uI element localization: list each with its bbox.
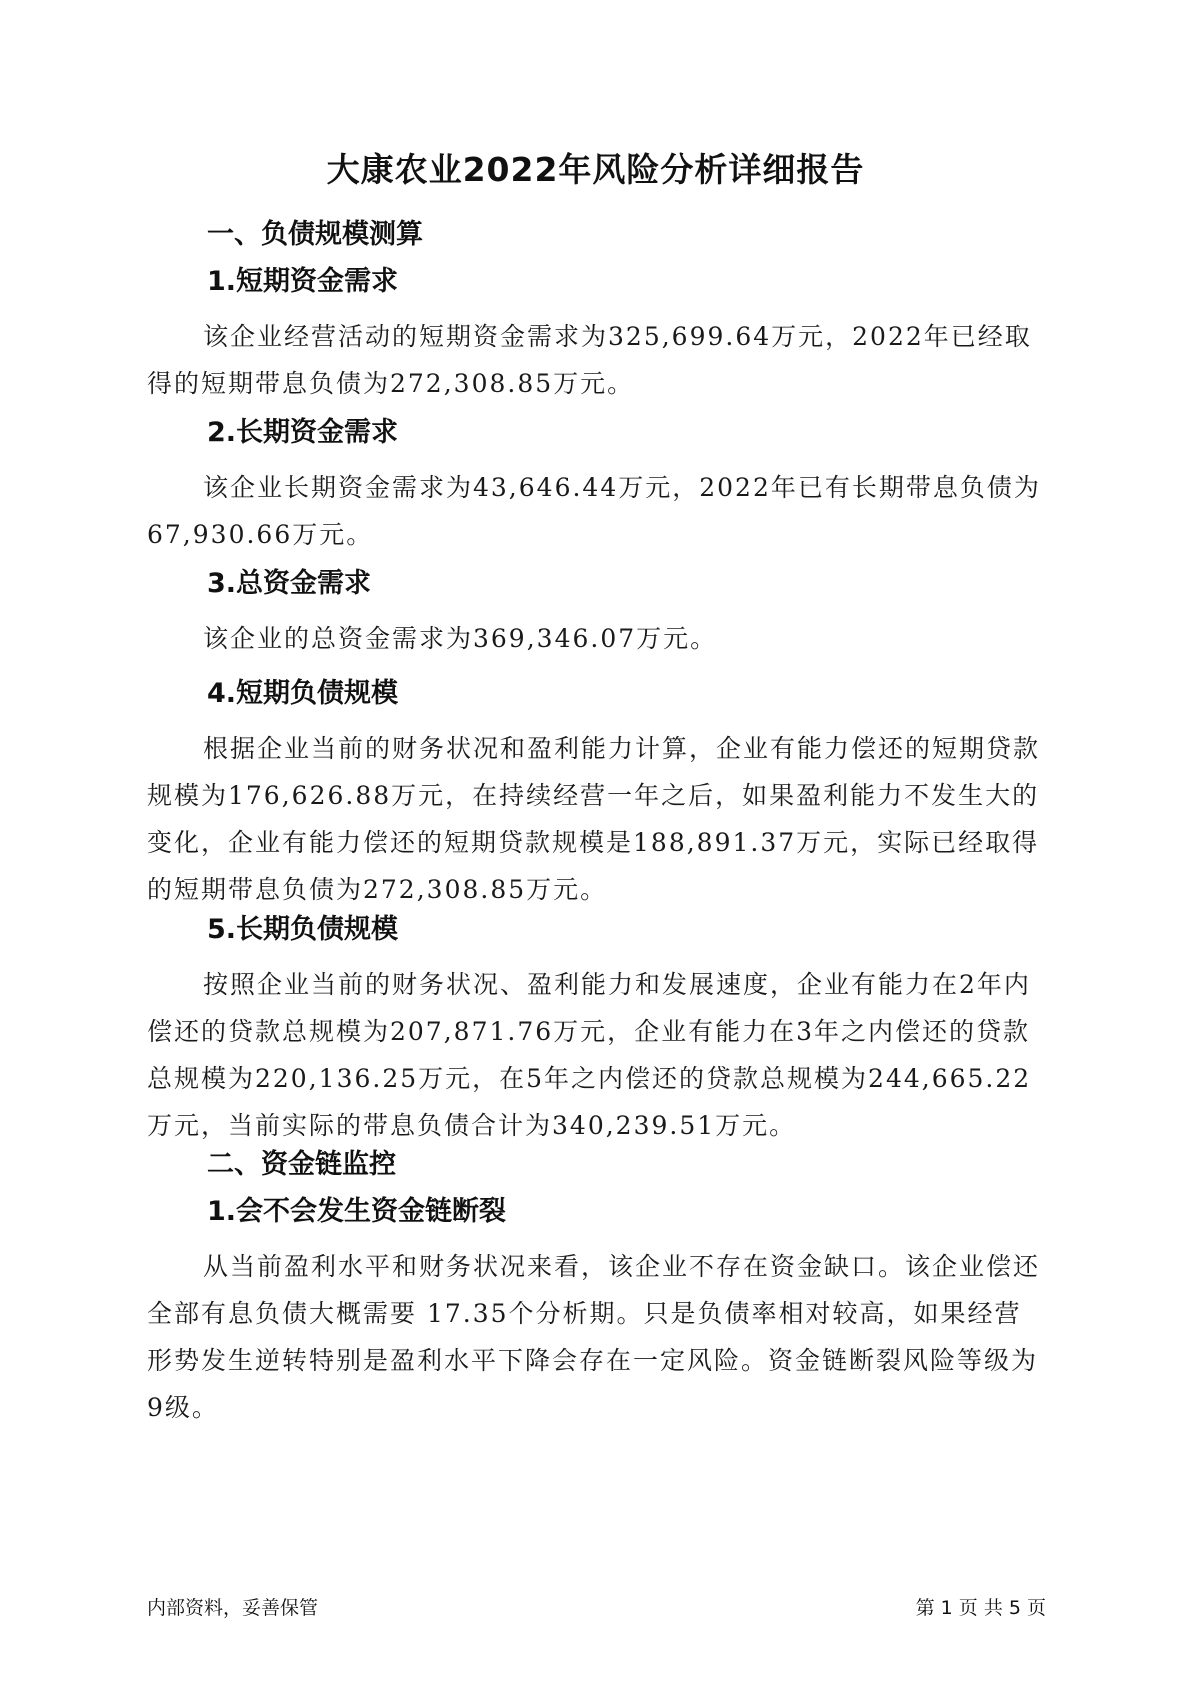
section-heading-capital-chain: 二、资金链监控 bbox=[207, 1149, 396, 1180]
paragraph-total-funding: 该企业的总资金需求为369,346.07万元。 bbox=[203, 624, 718, 653]
paragraph-short-term-debt: 根据企业当前的财务状况和盈利能力计算，企业有能力偿还的短期贷款规模为176,626.88万元，在持续经营一年之后，如果盈利能力不发生大的变化，企业有能力偿还的短期贷款规模是188,891.37万元，实际已经取得的短期带息负债为272,308.85万元。 bbox=[147, 734, 1041, 904]
subheading-total-funding: 3.总资金需求 bbox=[207, 568, 372, 599]
subheading-short-term-debt: 4.短期负债规模 bbox=[207, 678, 399, 709]
paragraph-short-term-funding: 该企业经营活动的短期资金需求为325,699.64万元，2022年已经取得的短期带息负债为272,308.85万元。 bbox=[147, 322, 1032, 398]
subheading-long-term-debt: 5.长期负债规模 bbox=[207, 914, 399, 945]
paragraph-capital-chain-break: 从当前盈利水平和财务状况来看，该企业不存在资金缺口。该企业偿还全部有息负债大概需要 17.35个分析期。只是负债率相对较高，如果经营形势发生逆转特别是盈利水平下降会存在一定风险。资金链断裂风险等级为9级。 bbox=[147, 1252, 1041, 1422]
paragraph-long-term-debt: 按照企业当前的财务状况、盈利能力和发展速度，企业有能力在2年内偿还的贷款总规模为207,871.76万元，企业有能力在3年之内偿还的贷款总规模为220,136.25万元，在5年之内偿还的贷款总规模为244,665.22万元，当前实际的带息负债合计为340,239.51万元。 bbox=[147, 970, 1032, 1140]
subheading-capital-chain-break: 1.会不会发生资金链断裂 bbox=[207, 1196, 507, 1227]
subheading-short-term-funding: 1.短期资金需求 bbox=[207, 266, 399, 297]
paragraph-long-term-funding: 该企业长期资金需求为43,646.44万元，2022年已有长期带息负债为67,930.66万元。 bbox=[147, 473, 1041, 549]
report-title: 大康农业2022年风险分析详细报告 bbox=[326, 150, 865, 189]
footer-confidential-note: 内部资料，妥善保管 bbox=[147, 1597, 319, 1619]
section-heading-debt-scale: 一、负债规模测算 bbox=[207, 219, 423, 250]
subheading-long-term-funding: 2.长期资金需求 bbox=[207, 417, 399, 448]
footer-page-number: 第 1 页 共 5 页 bbox=[915, 1597, 1046, 1619]
